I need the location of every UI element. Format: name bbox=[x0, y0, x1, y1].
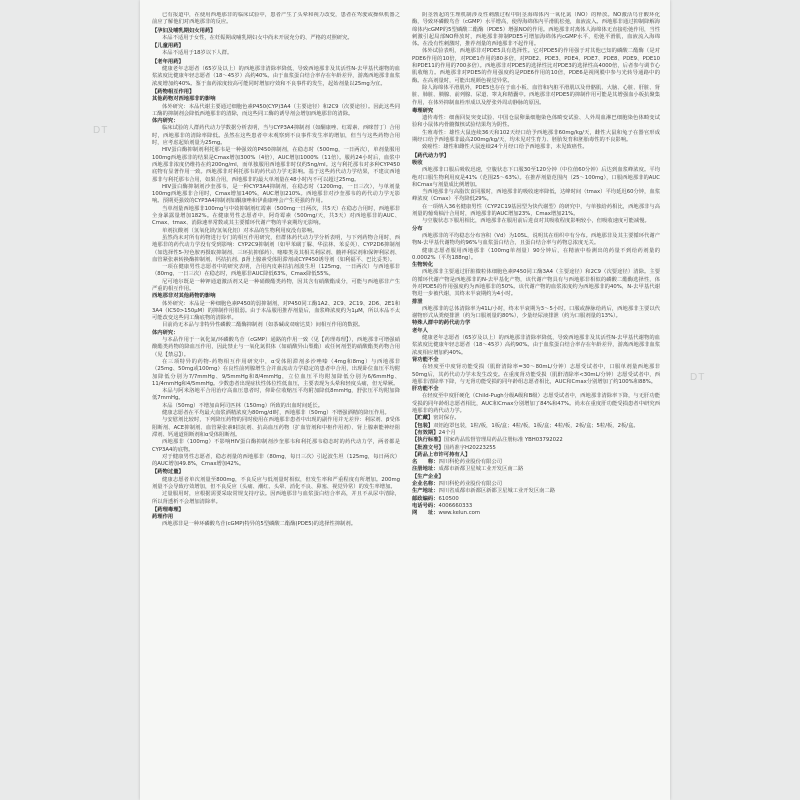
info-row bbox=[412, 510, 660, 517]
paragraph: 目前尚无本品与非特异性磷酸二酯酶抑制剂（如茶碱或双嘧达莫）间相互作用的数据。 bbox=[162, 322, 364, 329]
paragraph: 健康老年志愿者（65岁及以上）的西地那非清除率降低，导致西地那非及其活性N-去甲基代谢物的血浆浓度比健康年轻志愿者（18～45岁）高约90%。由于血浆蛋白结合率存在年龄差异，游离西地那非血浆浓度相应增加约40%。 bbox=[412, 335, 660, 356]
info-row bbox=[412, 437, 660, 444]
section-heading: 【儿童用药】 bbox=[152, 43, 184, 50]
info-row bbox=[412, 415, 660, 422]
section-heading: 体内研究： bbox=[152, 118, 179, 125]
section-heading: 特殊人群中的药代动力学 bbox=[412, 320, 471, 327]
paragraph: 对于健康男性志愿者，稳态剂量的西地那非（80mg，每日三次）引起波生坦（125mg，每日两次）的AUC增加49.8%，Cmax增加42%。 bbox=[152, 453, 400, 468]
section-heading: 【药物相互作用】 bbox=[152, 88, 195, 95]
paragraph: HIV蛋白酶抑制剂利托那韦是一种强效的P450抑制剂，在稳态时（500mg，一日两次），单剂量服用100mg西地那非的结果是Cmax增加300%（4倍），AUC增加1000%（11倍）。服药24小时后，血浆中西地那非浓度仍维持在约200ng/ml，而单独服用西地那非时仅约5ng/ml。这与利托那韦对多种CYP450底物有显著作用一致。西地那非对利托那韦的药代动力学无影响。基于这些药代动力学结果，不建议西地那非与利托那韦合用，如果合用，西地那非的最大单剂量在48小时内不可以超过25mg。 bbox=[152, 147, 400, 183]
info-label: 名 称： bbox=[412, 459, 439, 466]
section-heading: 排泄 bbox=[412, 298, 423, 305]
section-heading: 分布 bbox=[412, 225, 423, 232]
info-label: 【贮藏】 bbox=[412, 415, 434, 422]
info-label: 网 址： bbox=[412, 510, 439, 517]
info-label: 注册地址： bbox=[412, 466, 439, 473]
info-row bbox=[412, 466, 660, 473]
info-row bbox=[412, 488, 660, 495]
section-heading: 【老年用药】 bbox=[152, 58, 184, 65]
info-value: 成都市新都卫星城工业开发区南二路 bbox=[438, 466, 524, 473]
paragraph: 在三项特异的药物-药物相互作用研究中，α受体阻滞剂多沙唑嗪（4mg和8mg）与西地那非（25mg、50mg或100mg）在良性前列腺增生合并血流动力学稳定的患者中合用，出现卧位血压平均附加降低分别为7/7mmHg、9/5mmHg和8/4mmHg，立位血压平均附加降低分别为6/6mmHg、11/4mmHg和4/5mmHg。少数患者出现症状性体位性低血压，主要表现为头晕和轻度头痛，但无晕厥。 bbox=[152, 358, 400, 387]
info-value: 双铝泡罩包装，1粒/板，1板/盒；4粒/板，1板/盒；4粒/板，2板/盒；5粒/板，2板/盒。 bbox=[433, 422, 639, 429]
paragraph: 在一项纳入36名健康男性（CYP2C19基因型为快代谢型）的研究中，与单独给药相比，西地那非与高剂量的葡萄柚汁合用时，西地那非的AUC增加23%，Cmax增加21%。 bbox=[412, 203, 660, 218]
info-value: 四川科伦药业股份有限公司 bbox=[438, 459, 503, 466]
info-value: 24个月 bbox=[438, 429, 456, 436]
paragraph: 体外研究：本品代谢主要通过细胞色素P450(CYP)3A4（主要途径）和2C9（次要途径）。因此这些同工酶的抑制剂会降低西地那非的清除，而这些同工酶的诱导剂会增加西地那非的清除。 bbox=[152, 103, 400, 117]
paragraph: 临床试验的人群药代动力学数据分析表明，当与CYP3A4抑制剂（如酮康唑、红霉素、西咪替丁）合用时，西地那非的清除率降低。虽然在这些患者中未观察到不良事件发生率的增加，但当与这些药物合用时，应考虑起始剂量为25mg。 bbox=[152, 125, 400, 147]
paragraph: 健康老年志愿者（65岁及以上）的西地那非清除率降低，导致西地那非及其活性N-去甲基代谢物的血浆浓度比健康年轻志愿者（18～45岁）高约40%。由于血浆蛋白结合率存在年龄差异，游离西地那非血浆浓度增加约40%。鉴于血药浓度较高可能同时增加疗效和不良事件的发生，起始剂量以25mg为宜。 bbox=[152, 66, 400, 87]
section-heading: 【药代动力学】 bbox=[412, 152, 450, 159]
section-heading: 【药物过量】 bbox=[152, 469, 184, 476]
paragraph: 本品不适用于女性，在妊娠期或哺乳期妇女中尚未开展充分的、严格的对照研究。 bbox=[162, 34, 353, 41]
section-heading: 肾功能不全 bbox=[412, 356, 439, 363]
paragraph: 致癌性：雄性和雌性大鼠连续24个月经口给予西地那非，未见致癌性。 bbox=[422, 144, 588, 151]
info-value: 4006660333 bbox=[438, 502, 473, 509]
paragraph: 体外研究：本品是一种细胞色素P450的弱抑制剂，对P450同工酶1A2、2C9、2C19、2D6、2E1和3A4（IC50>150μM）的抑制作用很弱。由于本品服用推荐剂量后，血浆峰浓度约为1μM，所以本品不太可能改变这些同工酶底物的清除率。 bbox=[152, 300, 400, 322]
info-label: 邮政编码： bbox=[412, 495, 439, 502]
paragraph: 单剂抗酸剂（氢氧化镁/氢氧化铝）对本品的生物利用度没有影响。 bbox=[162, 227, 318, 234]
info-row bbox=[412, 423, 660, 430]
paragraph: 生殖毒性：雄性大鼠连续36天和102天经口给予西地那非60mg/kg/天，雌性大鼠和兔子在器官形成期经口给予西地那非最高200mg/kg/天，均未见对生育力、胚胎发育和胚胎毒性的不良影响。 bbox=[412, 129, 660, 144]
section-heading: 毒理研究 bbox=[412, 107, 434, 114]
section-heading: 其他药物对西地那非的影响 bbox=[152, 96, 216, 103]
section-heading: 【药理毒理】 bbox=[152, 506, 184, 513]
section-heading: 吸收 bbox=[412, 159, 423, 166]
section-heading: 体内研究： bbox=[152, 329, 179, 336]
section-heading: 肝功能不全 bbox=[412, 386, 439, 393]
paragraph: 与空腹状态下服用相比，西地那非在服用前后进食对其吸收程度影响较小，但吸收速度可能减慢。 bbox=[422, 218, 650, 225]
info-label: 生产地址： bbox=[412, 488, 439, 495]
info-label: 【批准文号】 bbox=[412, 444, 444, 451]
paragraph: 在轻度至中度肝硬化（Child-Pugh分级A级和B级）志愿受试者中，西地那非清除率下降，与无肝功能受损的同年龄组志愿者相比，AUC和Cmax分别增加了84%和47%。尚未在重度肝功能受损患者中研究西地那非的药代动力学。 bbox=[412, 393, 660, 415]
product-info-section bbox=[412, 415, 660, 517]
paragraph: 阴茎勃起的生理机制涉及性刺激过程中阴茎海绵体内一氧化氮（NO）的释放。NO激活鸟苷酸环化酶，导致环磷酸鸟苷（cGMP）水平增高，使得海绵体内平滑肌松弛，血液流入。西地那非通过抑制降解海绵体内cGMP的5型磷酸二酯酶（PDE5）增强NO的作用。西地那非对离体人海绵体无直接松弛作用，当性刺激引起局部NO释放时，西地那非抑制PDE5可增加海绵体内cGMP水平，松弛平滑肌，血液流入海绵体。在没有性刺激时，推荐剂量的西地那非不起作用。 bbox=[412, 12, 660, 48]
paragraph: 健康志愿者服用西地那非（100mg单剂量）90分钟后，在精液中检测出的药量不到给药剂量的0.0002%（平均188ng）。 bbox=[412, 247, 660, 261]
paragraph: 遗传毒性：细菌回复突变试验、中国仓鼠卵巢细胞染色体畸变试验、人外周血淋巴细胞染色体畸变试验和小鼠体内骨髓微核试验结果均为阴性。 bbox=[412, 115, 660, 129]
paragraph: 西地那非的总体清除率为41L/小时，终末半衰期为3～5小时。口服或静脉给药后，西地那非主要以代谢物形式从粪便排泄（约为口服剂量的80%），少量经尿液排泄（约为口服剂量的13%）。 bbox=[412, 305, 660, 320]
paragraph: 本品与阿米洛地平合用治疗高血压患者时，仰卧位收缩压平均附加降低8mmHg，舒张压平均附加降低7mmHg。 bbox=[152, 388, 400, 402]
paragraph: 体外试验表明，西地那非对PDE5具有选择性。它对PDE5的作用强于对其他已知的磷酸二酯酶（是对PDE6作用的10倍，对PDE1作用的80多倍，对PDE2、PDE3、PDE4、PDE7、PDE8、PDE9、PDE10和PDE11的作用的700多倍）。西地那非对PDE5的选择性比对PDE3的选择性高4000倍，后者参与调节心肌收缩力。西地那非对PDE5的作用强度约是PDE6作用的10倍，PDE6是视网膜中参与光转导通路中的酶。在高剂量时，可能出现颜色视觉异常。 bbox=[412, 48, 660, 84]
paragraph: 过量服用时，应根据需要采取常规支持疗法。因西地那非与血浆蛋白结合率高，并且不从尿中清除，所以肾透析不会增加清除率。 bbox=[152, 491, 400, 505]
info-value: 国药准字H20223255 bbox=[443, 444, 496, 451]
info-label: 【执行标准】 bbox=[412, 437, 444, 444]
paragraph: 当单剂量西地那非100mg与中效抑制剂红霉素（500mg一日两次，共5天）在稳态合用时，西地那非全身暴露量增加182%。在健康男性志愿者中，阿奇霉素（500mg/天，共3天）对西地那非的AUC、Cmax、tmax、消除速率常数或其主要循环代谢产物的半衰期均无影响。 bbox=[152, 205, 400, 227]
info-value: www.kelun.com bbox=[438, 510, 481, 517]
right-text-column bbox=[412, 12, 660, 796]
paragraph: 西地那非主要通过肝脏微粒体细胞色素P450同工酶3A4（主要途径）和2C9（次要途径）清除。主要的循环代谢产物是西地那非的N-去甲基化产物，该代谢产物具有与西地那非相似的磷酸二酯酶选择性，体外对PDE5的作用强度约为西地那非的50%。该代谢产物的血浆浓度约为西地那非的40%，N-去甲基代谢物进一步被代谢，其终末半衰期约为4小时。 bbox=[412, 269, 660, 298]
paragraph: 尼可地尔既是一种钾通道激活剂又是一种硝酸酯类药物，因其含有硝酸酯成分，可能与西地那非产生严重的相互作用。 bbox=[152, 278, 400, 292]
paragraph: 与安慰剂比较时，下列降压药物的同时使用在西地那非患者中出现的副作用并无差异：利尿剂、β受体阻断剂、ACE抑制剂、血管紧张素Ⅱ拮抗剂、抗高血压药物（扩血管剂和中枢作用剂）、肾上腺素能神经阻滞剂、钙通道阻断剂和α受体阻断剂。 bbox=[152, 417, 400, 438]
paragraph: 已有报道中，在使用西地那非的临床试验中，患者产生了头晕和视力改变，患者在驾驶或操纵机器之前应了解他们对西地那非的反应。 bbox=[152, 12, 400, 26]
info-value: 国家药品监督管理局药品注册标准 YBH03792022 bbox=[443, 437, 563, 444]
section-heading: 药理作用 bbox=[152, 514, 174, 521]
left-text-column bbox=[152, 12, 400, 796]
paragraph: HIV蛋白酶抑制剂沙奎那韦，是一种CYP3A4抑制剂，在稳态时（1200mg，一日三次），与单剂量100mg西地那非合用时，Cmax增加140%，AUC增加210%。西地那非对沙奎那韦的药代动力学无影响。预期更强效的CYP3A4抑制剂如酮康唑和伊曲康唑会产生更强的作用。 bbox=[152, 183, 400, 205]
paragraph: 西地那非（100mg）不影响HIV蛋白酶抑制剂沙奎那韦和利托那韦稳态时的药代动力学，两者都是CYP3A4的底物。 bbox=[152, 439, 400, 453]
info-label: 【药品上市许可持有人】 bbox=[412, 451, 471, 458]
info-row bbox=[412, 474, 660, 481]
info-value: 四川科伦药业股份有限公司 bbox=[438, 481, 503, 487]
info-label: 【包装】 bbox=[412, 422, 434, 429]
paragraph: 西地那非是一种环磷酸鸟苷(cGMP)特异的5型磷酸二酯酶(PDE5)的选择性抑制剂。 bbox=[162, 521, 357, 528]
info-value: 610500 bbox=[438, 495, 459, 502]
paragraph: 西地那非口服后吸收迅速，空腹状态下口服30至120分钟（中位值60分钟）后达到血浆峰浓度。平均绝对口服生物利用度是41%（范围25～63%）。在推荐剂量范围内（25～100mg），口服西地那非的AUC和Cmax与剂量成比例增加。 bbox=[412, 167, 660, 188]
section-heading: 老年人 bbox=[412, 327, 428, 334]
paragraph: 一项在健康男性志愿者中的研究表明，合用内皮素拮抗剂波生坦（125mg，一日两次）与西地那非（80mg，一日三次）在稳态时，西地那非AUC降低63%，Cmax降低55%。 bbox=[152, 264, 400, 278]
paragraph: 与本品作用于一氧化氮/环磷酸鸟苷（cGMP）通路的作用一致（见【药理毒理】），西地那非可增强硝酸酯类药物的降血压作用，因此禁止与一氧化氮供体（如硝酸异山梨酯）或任何剂型的硝酸酯类药物合用（见【禁忌】）。 bbox=[152, 337, 400, 358]
watermark-right: DT bbox=[690, 372, 706, 383]
info-label: 电话号码： bbox=[412, 502, 439, 509]
paragraph: 在轻度至中度肾功能受损（肌酐清除率=30～80mL/分钟）志愿受试者中，口服单剂量西地那非50mg后，其药代动力学未发生改变。在重度肾功能受损（肌酐清除率<30mL/分钟）志愿受试者中，西地那非清除率下降，与无肾功能受损的同年龄组志愿者相比，AUC和Cmax分别增加了约100%和88%。 bbox=[412, 364, 660, 385]
paragraph: 本品（50mg）不增加由阿司匹林（150mg）所致的出血时间延长。 bbox=[162, 402, 324, 409]
package-insert-sheet bbox=[140, 0, 670, 800]
info-row bbox=[412, 445, 660, 452]
info-label: 企业名称： bbox=[412, 481, 439, 487]
info-label: 【生产企业】 bbox=[412, 473, 444, 480]
info-label: 【有效期】 bbox=[412, 429, 439, 436]
info-row bbox=[412, 452, 660, 459]
right-text-blocks bbox=[412, 12, 660, 415]
paragraph: 当西地那非与高脂饮食同服时，西地那非的吸收速率降低，达峰时间（tmax）平均延迟60分钟，血浆峰浓度（Cmax）平均降低29%。 bbox=[412, 189, 660, 203]
paragraph: 健康志愿者在平均最大血浆酒精浓度为80mg/dl时，西地那非（50mg）不增强酒精的降压作用。 bbox=[162, 410, 390, 417]
info-value: 四川省成都市新都区新都卫星城工业开发区南二路 bbox=[438, 488, 556, 495]
paragraph: 西地那非的平均稳态分布容积（Vd）为105L，说明其在组织中有分布。西地那非及其主要循环代谢产物N-去甲基代谢物均约96%与血浆蛋白结合，且蛋白结合率与药物总浓度无关。 bbox=[412, 232, 660, 247]
section-heading: 生物转化 bbox=[412, 262, 434, 269]
info-row bbox=[412, 496, 660, 503]
info-value: 密封保存。 bbox=[433, 415, 460, 422]
section-heading: 【孕妇及哺乳期妇女用药】 bbox=[152, 27, 216, 34]
paragraph: 健康志愿者单次剂量至800mg，不良反应与低剂量时相似，但发生率和严重程度有所增加。200mg剂量不会导致疗效增加，但不良反应（头痛、潮红、头晕、消化不良、鼻塞、视觉异常）的发生率增加。 bbox=[152, 476, 400, 490]
paragraph: 本品不适用于18岁以下人群。 bbox=[162, 50, 233, 57]
section-heading: 西地那非对其他药物的影响 bbox=[152, 293, 216, 300]
watermark-left: DT bbox=[93, 125, 109, 136]
paragraph: 虽然尚未对所有药物进行专门的相互作用研究，但群体药代动力学分析表明，与下列药物合用时，西地那非的药代动力学没有受到影响：CYP2C9抑制剂（如甲苯磺丁脲、华法林、苯妥英）、CYP2D6抑制剂（如选择性5-羟色胺再摄取抑制剂、三环抗抑郁药）、噻嗪类及其相关利尿剂、髓袢利尿剂和保钾利尿剂、血管紧张素转换酶抑制剂、钙拮抗剂、β肾上腺素受体阻滞剂或CYP450诱导剂（如利福平、巴比妥类）。 bbox=[152, 234, 400, 263]
paragraph: 除人海绵体平滑肌外，PDE5也存在于血小板、血管和内脏平滑肌以及骨骼肌、大脑、心脏、肝脏、肾脏、肺脏、胰腺、前列腺、尿道、睾丸和精囊中。西地那非对PDE5的抑制作用可能是其增强血小板抗聚集作用，在体外抑制血栓形成以及舒张外周动静脉的原因。 bbox=[412, 84, 660, 106]
